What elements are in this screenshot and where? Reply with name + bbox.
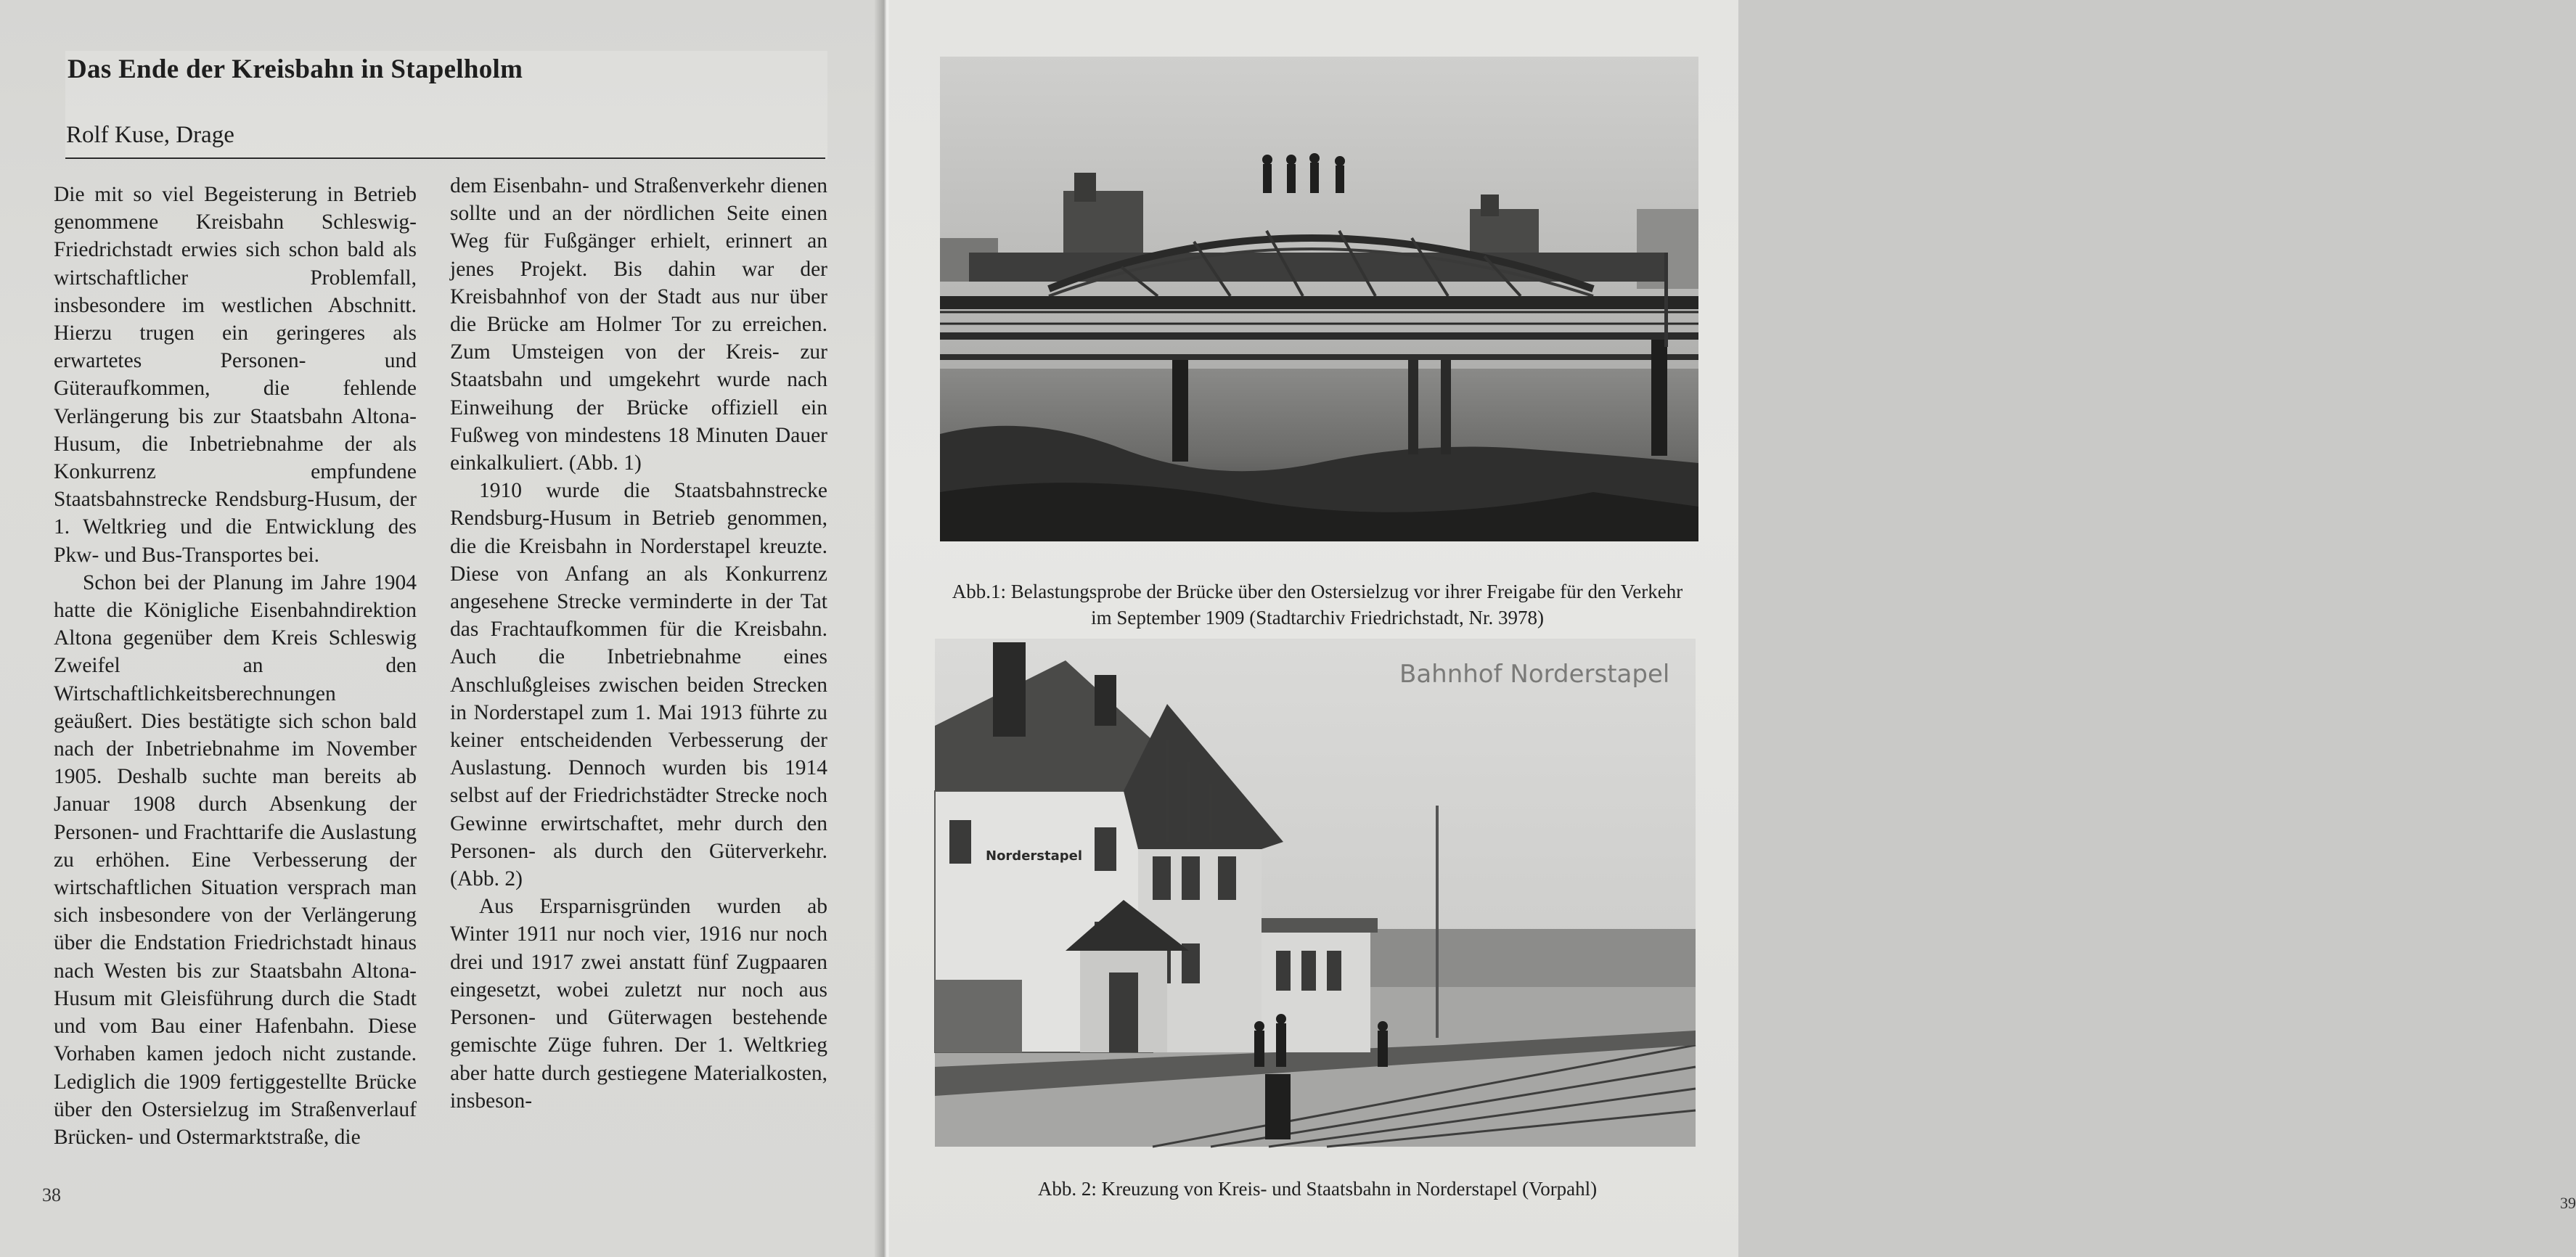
bridge-illustration [940, 57, 1698, 541]
title-rule [65, 157, 825, 159]
paragraph: 1910 wurde die Staatsbahnstrecke Rendsburg-Husum in Betrieb genommen, die die Kreisbahn in Norderstapel kreuzte. Diese von Anfang an als Konkurrenz angesehene Strecke verminderte in der Tat das Frachtaufkommen für die Kreisbahn. Auch die Inbetriebnahme eines Anschlußgleises zwischen beiden Strecken in Norderstapel zum 1. Mai 1913 führte zu keiner entscheidenden Verbesserung der Auslastung. Dennoch wurden bis 1914 selbst auf der Friedrichstädter Strecke noch Gewinne erwirtschaftet, mehr durch den Personen- als durch den Güterverkehr. (Abb. 2) [450, 479, 827, 891]
figure-2-caption: Abb. 2: Kreuzung von Kreis- und Staatsbahn in Norderstapel (Vorpahl) [1037, 1178, 1598, 1200]
paragraph: Schon bei der Planung im Jahre 1904 hatte die Königliche Eisenbahndirektion Altona gegenüber dem Kreis Schleswig Zweifel an den Wirtschaftlichkeitsberechnungen geäußert. Dies bestätigte sich schon bald nach der Inbetriebnahme im November 1905. Deshalb suchte man bereits ab Januar 1908 durch Absenkung der Personen- und Frachttarife die Auslastung zu erhöhen. Eine Verbesserung der wirtschaftlichen Situation versprach man sich insbesondere von der Verlängerung über die Endstation Friedrichstadt hinaus nach Westen bis zur Staatsbahn Altona-Husum mit Gleisführung durch die Stadt und vom Bau einer Hafenbahn. Diese Vorhaben kamen jedoch nicht zustande. Lediglich die 1909 fertiggestellte Brücke über den Ostersielzug im Straßenverlauf Brücken- und Ostermarktstraße, die [54, 570, 417, 1149]
paragraph: Die mit so viel Begeisterung in Betrieb genommene Kreisbahn Schleswig-Friedrichstadt erwies sich schon bald als wirtschaftlicher Problemfall, insbesondere im westlichen Abschnitt. Hierzu trugen ein geringeres als erwartetes Personen- und Güteraufkommen, die fehlende Verlängerung bis zur Staatsbahn Altona-Husum, die Inbetriebnahme der als Konkurrenz empfundene Staatsbahnstrecke Rendsburg-Husum, der 1. Weltkrieg und die Entwicklung des Pkw- und Bus-Transportes bei. [54, 183, 417, 567]
text-column-right [450, 172, 827, 1115]
figure-1-caption: Abb.1: Belastungsprobe der Brücke über den Ostersielzug vor ihrer Freigabe für den Verkehr im September 1909 (Stadtarchiv Friedrichstadt, Nr. 3978) [952, 581, 1683, 628]
paragraph: dem Eisenbahn- und Straßenverkehr dienen sollte und an der nördlichen Seite einen Weg für Fußgänger erhielt, erinnert an jenes Projekt. Bis dahin war der Kreisbahnhof von der Stadt aus nur über die Brücke am Holmer Tor zu erreichen. Zum Umsteigen von der Kreis- zur Staatsbahn und umgekehrt wurde nach Einweihung der Brücke offiziell ein Fußweg von mindestens 18 Minuten Dauer einkalkuliert. (Abb. 1) [450, 174, 827, 475]
station-illustration [935, 639, 1696, 1147]
building-sign: Norderstapel [986, 848, 1083, 864]
bridge-photo [940, 57, 1698, 541]
station-photo [935, 639, 1696, 1147]
station-name-sign: Bahnhof Norderstapel [1399, 660, 1670, 689]
article-title: Das Ende der Kreisbahn in Stapelholm [68, 54, 523, 84]
page-number-right: 39 [2560, 1194, 2576, 1212]
text-column-left [54, 181, 417, 1151]
article-author: Rolf Kuse, Drage [66, 122, 234, 148]
paragraph: Aus Ersparnisgründen wurden ab Winter 1911 nur noch vier, 1916 nur noch drei und 1917 zwei anstatt fünf Zugpaaren eingesetzt, wobei zuletzt nur noch aus Personen- und Güterwagen bestehende gemischte Züge fuhren. Der 1. Weltkrieg aber hatte durch gestiegene Materialkosten, insbeson- [450, 895, 827, 1113]
left-page [0, 0, 878, 1257]
page-number-left: 38 [42, 1184, 61, 1205]
